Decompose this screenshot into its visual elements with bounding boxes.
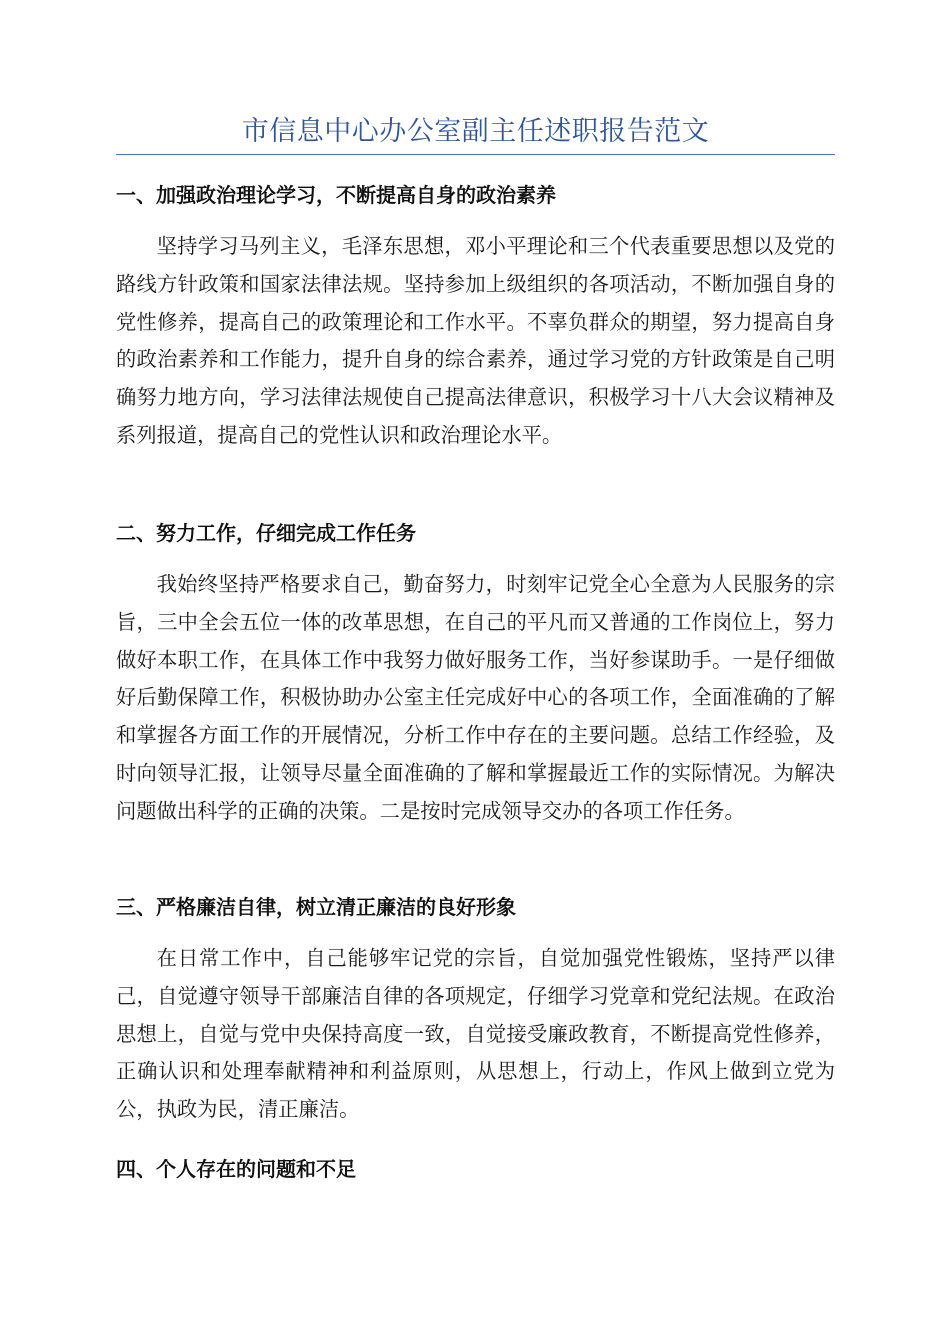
section-body-1: 坚持学习马列主义，毛泽东思想，邓小平理论和三个代表重要思想以及党的路线方针政策和国家法律法规。坚持参加上级组织的各项活动，不断加强自身的党性修养，提高自己的政策理论和工作水平。不辜负群众的期望，努力提高自身的政治素养和工作能力，提升自身的综合素养，通过学习党的方针政策是自己明确努力地方向，学习法律法规使自己提高法律意识，积极学习十八大会议精神及系列报道，提高自己的党性认识和政治理论水平。: [116, 234, 835, 447]
section-heading-3: 三、严格廉洁自律，树立清正廉洁的良好形象: [116, 895, 516, 919]
section-heading-1: 一、加强政治理论学习，不断提高自身的政治素养: [116, 183, 556, 207]
document-title: 市信息中心办公室副主任述职报告范文: [241, 116, 710, 147]
section-body-3: 在日常工作中，自己能够牢记党的宗旨，自觉加强党性锻炼，坚持严以律己，自觉遵守领导干部廉洁自律的各项规定，仔细学习党章和党纪法规。在政治思想上，自觉与党中央保持高度一致，自觉接受廉政教育，不断提高党性修养，正确认识和处理奉献精神和利益原则，从思想上，行动上，作风上做到立党为公，执政为民，清正廉洁。: [116, 946, 835, 1122]
section-body-2: 我始终坚持严格要求自己，勤奋努力，时刻牢记党全心全意为人民服务的宗旨，三中全会五位一体的改革思想，在自己的平凡而又普通的工作岗位上，努力做好本职工作，在具体工作中我努力做好服务工作，当好参谋助手。一是仔细做好后勤保障工作，积极协助办公室主任完成好中心的各项工作，全面准确的了解和掌握各方面工作的开展情况，分析工作中存在的主要问题。总结工作经验，及时向领导汇报，让领导尽量全面准确的了解和掌握最近工作的实际情况。为解决问题做出科学的正确的决策。二是按时完成领导交办的各项工作任务。: [116, 572, 835, 823]
title-underline: [116, 154, 835, 155]
section-heading-2: 二、努力工作，仔细完成工作任务: [116, 521, 416, 545]
section-heading-4: 四、个人存在的问题和不足: [116, 1157, 356, 1181]
